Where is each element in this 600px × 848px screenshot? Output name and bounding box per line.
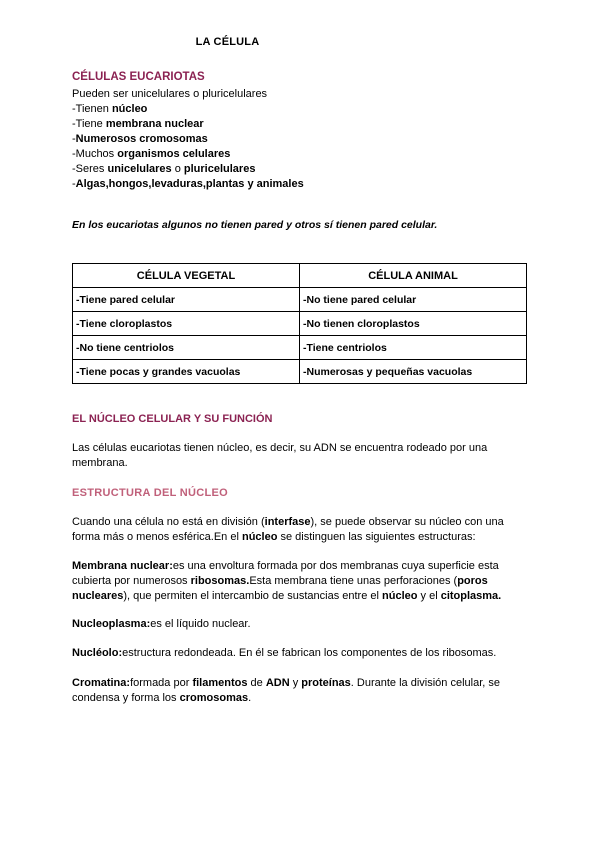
nucleoplasma-paragraph: Nucleoplasma:es el líquido nuclear. bbox=[72, 618, 251, 630]
nucleolo-paragraph: Nucléolo:estructura redondeada. En él se fabrican los componentes de los ribosomas. bbox=[72, 647, 497, 659]
eucariotas-heading: CÉLULAS EUCARIOTAS bbox=[72, 71, 205, 83]
table-cell: -No tienen cloroplastos bbox=[300, 312, 527, 336]
list-item: -Algas,hongos,levaduras,plantas y animales bbox=[72, 178, 304, 190]
table-row bbox=[73, 336, 527, 360]
table-header-animal: CÉLULA ANIMAL bbox=[300, 264, 527, 288]
table-cell: -No tiene pared celular bbox=[300, 288, 527, 312]
table-row bbox=[73, 360, 527, 384]
eucariotas-intro: Pueden ser unicelulares o pluricelulares bbox=[72, 88, 268, 100]
table-cell: -Tiene pared celular bbox=[73, 288, 300, 312]
table-row bbox=[73, 312, 527, 336]
list-item: -Numerosos cromosomas bbox=[72, 133, 208, 145]
table-cell: -Tiene pocas y grandes vacuolas bbox=[73, 360, 300, 384]
cromatina-paragraph: Cromatina:formada por filamentos de ADN y proteínas. Durante la división celular, se condensa y forma los cromosomas. bbox=[72, 677, 500, 704]
nucleo-paragraph: Las células eucariotas tienen núcleo, es decir, su ADN se encuentra rodeado por una membrana. bbox=[72, 442, 488, 469]
table-row bbox=[73, 288, 527, 312]
list-item: -Tiene membrana nuclear bbox=[72, 118, 204, 130]
estructura-intro-paragraph: Cuando una célula no está en división (interfase), se puede observar su núcleo con una forma más o menos esférica.En el núcleo se distinguen las siguientes estructuras: bbox=[72, 516, 504, 543]
pared-note: En los eucariotas algunos no tienen pared y otros sí tienen pared celular. bbox=[72, 219, 438, 231]
list-item: -Muchos organismos celulares bbox=[72, 148, 231, 160]
eucariotas-list bbox=[72, 87, 304, 192]
page-title: LA CÉLULA bbox=[195, 36, 260, 48]
estructura-heading: ESTRUCTURA DEL NÚCLEO bbox=[72, 487, 229, 499]
table-cell: -Tiene cloroplastos bbox=[73, 312, 300, 336]
list-item: -Seres unicelulares o pluricelulares bbox=[72, 163, 256, 175]
table-cell: -Tiene centriolos bbox=[300, 336, 527, 360]
table-cell: -No tiene centriolos bbox=[73, 336, 300, 360]
table-header-row bbox=[73, 264, 527, 288]
table-header-vegetal: CÉLULA VEGETAL bbox=[73, 264, 300, 288]
membrana-paragraph: Membrana nuclear:es una envoltura formada por dos membranas cuya superficie esta cubierta por numerosos ribosomas.Esta membrana tiene unas perforaciones (poros nucleares), que permiten el intercambio de sustancias entre el núcleo y el citoplasma. bbox=[72, 560, 502, 602]
comparison-table bbox=[72, 263, 527, 384]
nucleo-heading: EL NÚCLEO CELULAR Y SU FUNCIÓN bbox=[72, 413, 273, 425]
list-item: -Tienen núcleo bbox=[72, 103, 148, 115]
table-cell: -Numerosas y pequeñas vacuolas bbox=[300, 360, 527, 384]
